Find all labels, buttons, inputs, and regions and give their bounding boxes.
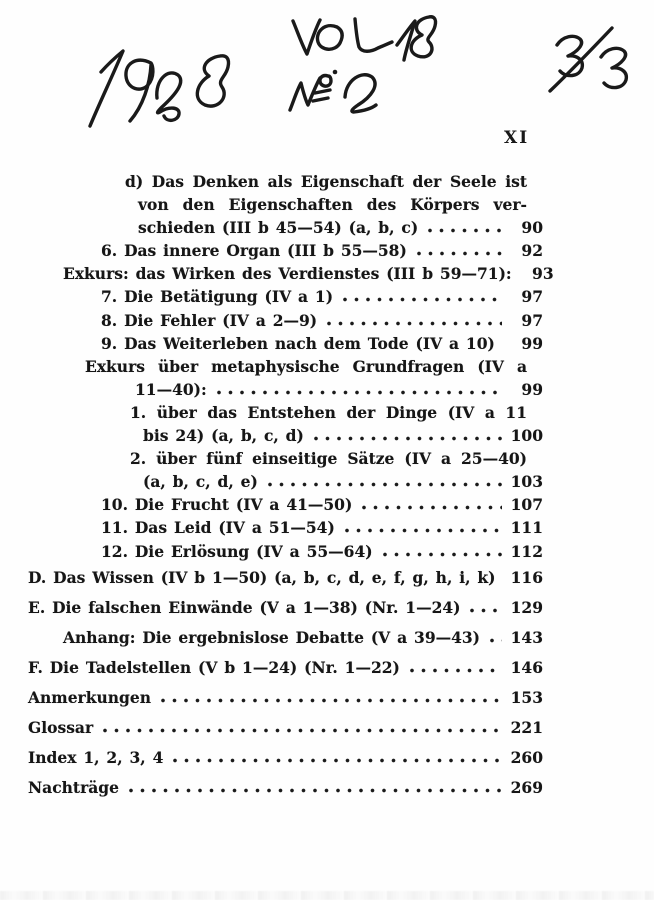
- dot-leader: [158, 687, 502, 703]
- toc-entry-text: Anmerkungen: [28, 687, 151, 707]
- toc-entry-text: d) Das Denken als Eigenschaft der Seele ist: [125, 172, 527, 191]
- toc-row: [28, 309, 543, 332]
- handwritten-page-fraction: [550, 28, 626, 91]
- toc-entry-text: Index 1, 2, 3, 4: [28, 747, 164, 767]
- toc-entry-text: Exkurs: das Wirken des Verdienstes (III b 59—71):: [63, 264, 512, 284]
- handwritten-issue: [290, 70, 376, 112]
- dot-leader: [407, 657, 502, 673]
- dot-leader: [265, 472, 502, 488]
- toc-page-number: 221: [510, 717, 543, 737]
- toc-row: [28, 653, 543, 683]
- toc-entry-text: Glossar: [28, 717, 94, 737]
- dot-leader: [359, 495, 502, 511]
- toc-row: [28, 170, 543, 193]
- dot-leader: [324, 310, 502, 326]
- dot-leader: [126, 777, 502, 793]
- handwritten-year: [90, 51, 229, 126]
- toc-entry-text: 7. Die Betätigung (IV a 1): [101, 287, 334, 307]
- toc-entry-text: bis 24) (a, b, c, d): [143, 426, 304, 446]
- toc-row: [28, 743, 543, 773]
- toc-page-number: 90: [521, 218, 543, 238]
- toc-page-number: 107: [510, 495, 543, 515]
- toc-entry-text: F. Die Tadelstellen (V b 1—24) (Nr. 1—22): [28, 657, 400, 677]
- dot-leader: [311, 426, 502, 442]
- toc-entry-text: schieden (III b 45—54) (a, b, c): [138, 218, 419, 238]
- toc-row: [28, 424, 543, 447]
- dot-leader: [467, 597, 502, 613]
- toc-page-number: 269: [510, 777, 543, 797]
- toc-page-number: 143: [510, 627, 543, 647]
- toc-row: [28, 683, 543, 713]
- dot-leader: [380, 541, 502, 557]
- toc-row: [28, 516, 543, 539]
- toc-page-number: 146: [510, 657, 543, 677]
- toc-row: [28, 332, 543, 355]
- toc-row: [28, 713, 543, 743]
- toc-entry-text: 10. Die Frucht (IV a 41—50): [101, 495, 353, 515]
- toc-entry-text: 2. über fünf einseitige Sätze (IV a 25—40): [130, 449, 527, 469]
- toc-row: [28, 593, 543, 623]
- toc-row: [28, 447, 543, 470]
- toc-entry-text: Anhang: Die ergebnislose Debatte (V a 39—43): [63, 627, 481, 647]
- toc-row: [28, 239, 543, 262]
- toc-entry-text: 8. Die Fehler (IV a 2—9): [101, 310, 318, 330]
- toc-row: [28, 401, 543, 424]
- toc-entry-text: 12. Die Erlösung (IV a 55—64): [101, 541, 373, 561]
- toc-page-number: 93: [532, 264, 554, 284]
- toc-entry-text: D. Das Wissen (IV b 1—50) (a, b, c, d, e, f, g, h, i, k): [28, 567, 496, 587]
- toc-entry-text: (a, b, c, d, e): [143, 472, 258, 492]
- toc-row: [28, 493, 543, 516]
- toc-page-number: 99: [521, 379, 543, 399]
- toc-page-number: 100: [510, 426, 543, 446]
- toc-entry-text: E. Die falschen Einwände (V a 1—38) (Nr. 1—24): [28, 597, 461, 617]
- toc-row: [28, 773, 543, 803]
- toc-page-number: 92: [521, 241, 543, 261]
- toc-page-number: 129: [510, 597, 543, 617]
- toc-entry-text: 9. Das Weiterleben nach dem Tode (IV a 10): [101, 333, 495, 353]
- toc-row: [28, 262, 554, 285]
- toc-page-number: 97: [521, 310, 543, 330]
- dot-leader: [414, 241, 502, 257]
- toc-page-number: 153: [510, 687, 543, 707]
- toc-row: [28, 355, 543, 378]
- toc-row: [28, 285, 543, 308]
- toc-page-number: 111: [510, 518, 543, 538]
- toc-page-number: 103: [510, 472, 543, 492]
- toc-page-number: 260: [510, 747, 543, 767]
- dot-leader: [342, 518, 502, 534]
- toc-entry-text: Exkurs über metaphysische Grundfragen (IV a: [85, 356, 527, 376]
- toc-row: [28, 563, 543, 593]
- dot-leader: [425, 218, 502, 234]
- toc-row: [28, 623, 543, 653]
- scan-artifact: [0, 891, 654, 900]
- toc-page-number: 116: [510, 567, 543, 587]
- toc-page-number: 97: [521, 287, 543, 307]
- toc-page-number: 99: [521, 333, 543, 353]
- dot-leader: [214, 379, 502, 395]
- dot-leader: [100, 717, 502, 733]
- toc-page-number: 112: [510, 541, 543, 561]
- toc-entry-text: von den Eigenschaften des Körpers ver-: [138, 195, 527, 215]
- toc-entry-text: 6. Das innere Organ (III b 55—58): [101, 241, 407, 261]
- handwritten-volume: [293, 17, 436, 60]
- toc-row: [28, 378, 543, 401]
- toc-entry-text: 1. über das Entstehen der Dinge (IV a 11: [130, 402, 527, 422]
- toc-row: [28, 470, 543, 493]
- toc-row: [28, 216, 543, 239]
- toc-row: [28, 540, 543, 563]
- dot-leader: [487, 627, 502, 643]
- dot-leader: [170, 747, 502, 763]
- toc-entry-text: 11—40):: [135, 379, 207, 399]
- toc-entry-text: 11. Das Leid (IV a 51—54): [101, 518, 335, 538]
- dot-leader: [340, 287, 502, 303]
- toc-entry-text: Nachträge: [28, 777, 119, 797]
- page-number: XI: [504, 128, 530, 148]
- toc-row: [28, 193, 543, 216]
- toc: [28, 170, 554, 803]
